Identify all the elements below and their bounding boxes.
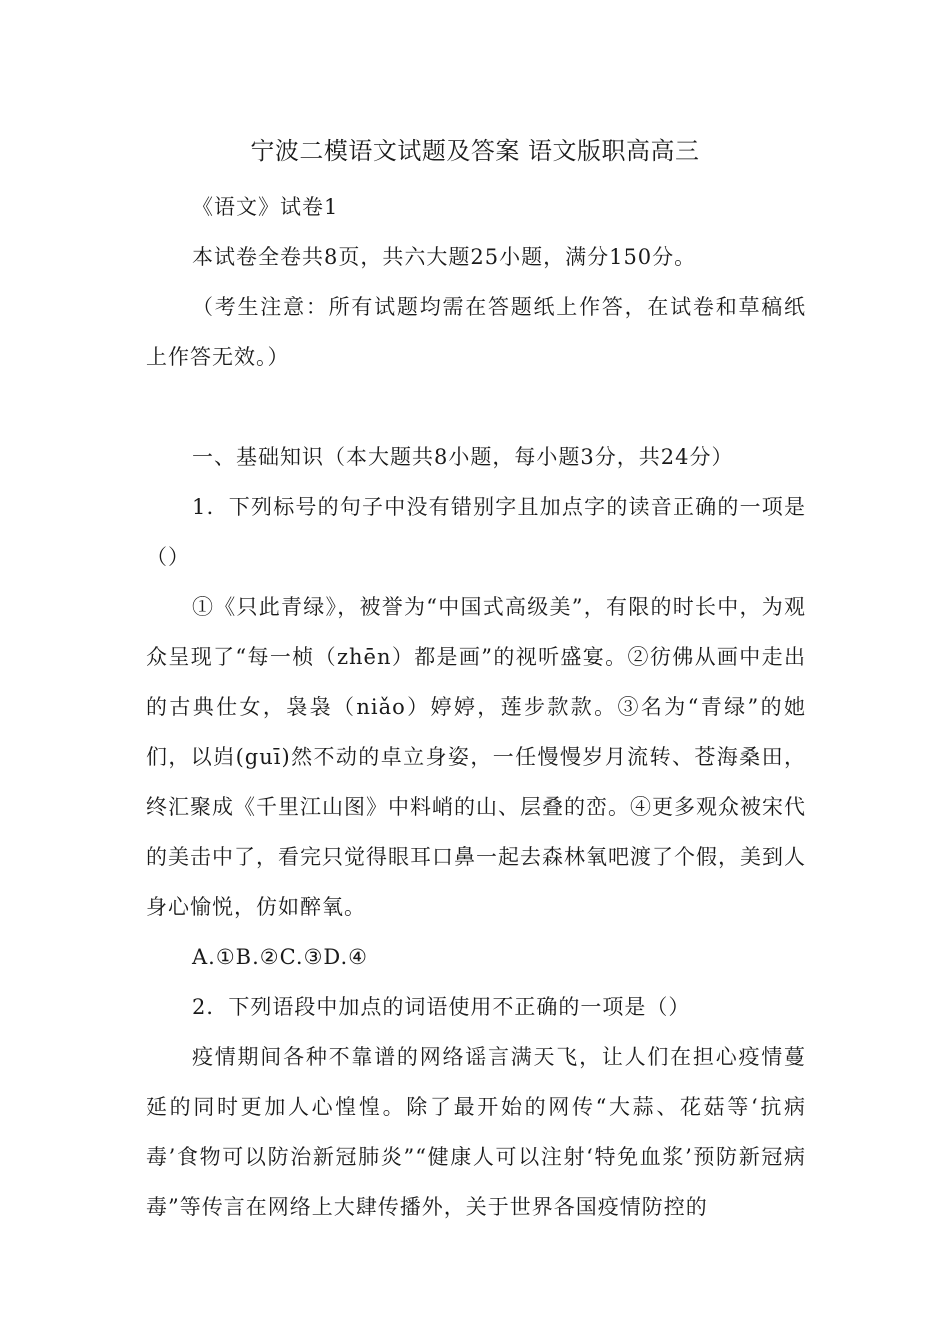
document-title: 宁波二模语文试题及答案 语文版职高高三 [250,137,700,165]
question-1: 1．下列标号的句子中没有错别字且加点字的读音正确的一项是（） [146,495,806,569]
question-1-passage: ①《只此青绿》，被誉为“中国式高级美”，有限的时长中，为观众呈现了“每一桢（zhēn）都是画”的视听盛宴。②彷佛从画中走出的古典仕女，袅袅（niǎo）婷婷，莲步款款。③名为“青绿”的她们，以岿(guī)然不动的卓立身姿，一任慢慢岁月流转、苍海桑田，终汇聚成《千里江山图》中料峭的山、层叠的峦。④更多观众被宋代的美击中了，看完只觉得眼耳口鼻一起去森林氧吧渡了个假，美到人身心愉悦，仿如醉氧。 [146,595,806,919]
spacer [146,382,806,432]
exam-notice: （考生注意：所有试题均需在答题纸上作答，在试卷和草稿纸上作答无效。） [146,295,806,369]
exam-summary: 本试卷全卷共8页，共六大题25小题，满分150分。 [192,245,697,269]
question-1-options: A.①B.②C.③D.④ [192,945,369,969]
paper-heading: 《语文》试卷1 [192,195,339,219]
question-2: 2．下列语段中加点的词语使用不正确的一项是（） [192,995,691,1019]
document-body [146,182,806,1232]
section-heading: 一、基础知识（本大题共8小题，每小题3分，共24分） [192,445,734,469]
question-2-passage: 疫情期间各种不靠谱的网络谣言满天飞，让人们在担心疫情蔓延的同时更加人心惶惶。除了最开始的网传“大蒜、花菇等‘抗病毒’食物可以防治新冠肺炎”“健康人可以注射‘特免血浆’预防新冠病毒”等传言在网络上大肆传播外，关于世界各国疫情防控的 [146,1045,806,1219]
